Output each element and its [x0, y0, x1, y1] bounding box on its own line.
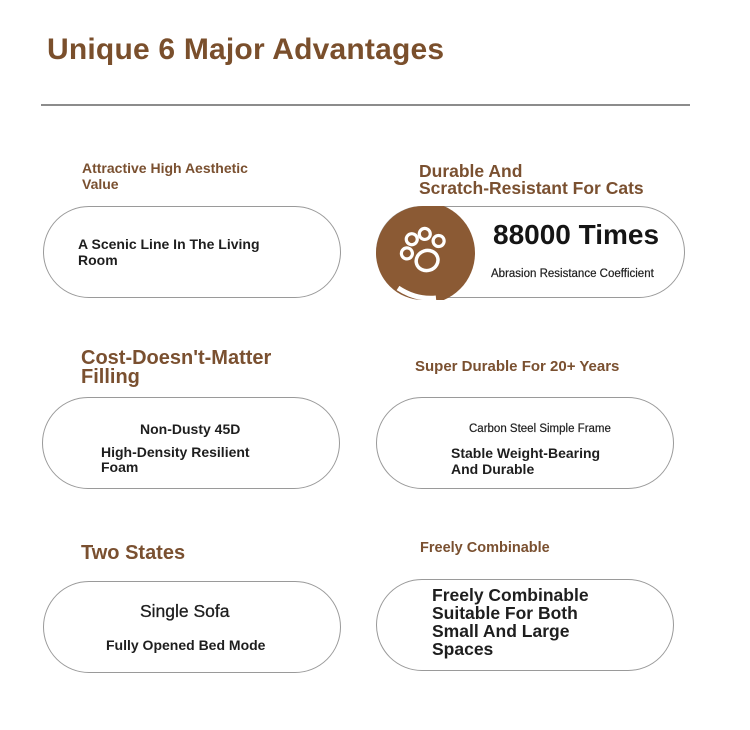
states-line-1: Single Sofa — [140, 601, 230, 621]
combinable-line: Spaces — [432, 639, 494, 660]
advantage-card-filling — [42, 397, 340, 489]
heading-line: Filling — [81, 366, 140, 389]
lifespan-line-2: Stable Weight-Bearing And Durable — [451, 445, 601, 478]
advantage-card-states — [43, 581, 341, 673]
advantage-heading-lifespan: Super Durable For 20+ Years — [415, 358, 620, 375]
combinable-text — [432, 586, 589, 658]
combinable-line: Suitable For Both — [432, 603, 578, 624]
heading-line: Durable And — [419, 161, 523, 181]
paw-icon — [376, 206, 476, 300]
filling-line-2: High-Density Resilient Foam — [101, 444, 250, 476]
heading-line: Scratch-Resistant For Cats — [419, 177, 644, 198]
title-divider — [41, 104, 690, 106]
states-line-2: Fully Opened Bed Mode — [106, 637, 266, 653]
filling-line-1: Non-Dusty 45D — [140, 421, 241, 437]
advantage-heading-durable — [419, 163, 644, 196]
combinable-line: Small And Large — [432, 621, 570, 642]
advantage-card-combinable — [376, 579, 674, 671]
advantage-heading-aesthetic: Attractive High Aesthetic Value — [82, 160, 248, 192]
advantage-card-aesthetic — [43, 206, 341, 298]
durability-caption: Abrasion Resistance Coefficient — [491, 268, 654, 280]
page-title: Unique 6 Major Advantages — [47, 33, 445, 66]
advantage-card-lifespan — [376, 397, 674, 489]
paw-badge — [376, 206, 476, 300]
lifespan-line-1: Carbon Steel Simple Frame — [469, 423, 611, 435]
advantage-card-durable — [376, 206, 685, 298]
heading-line: Cost-Doesn't-Matter — [81, 347, 272, 369]
combinable-line: Freely Combinable — [432, 585, 589, 605]
advantage-heading-filling — [81, 349, 271, 388]
advantage-heading-combinable: Freely Combinable — [420, 540, 550, 556]
advantage-heading-states: Two States — [81, 542, 186, 564]
advantage-text-aesthetic: A Scenic Line In The Living Room — [78, 236, 260, 269]
durability-stat: 88000 Times — [493, 219, 660, 250]
